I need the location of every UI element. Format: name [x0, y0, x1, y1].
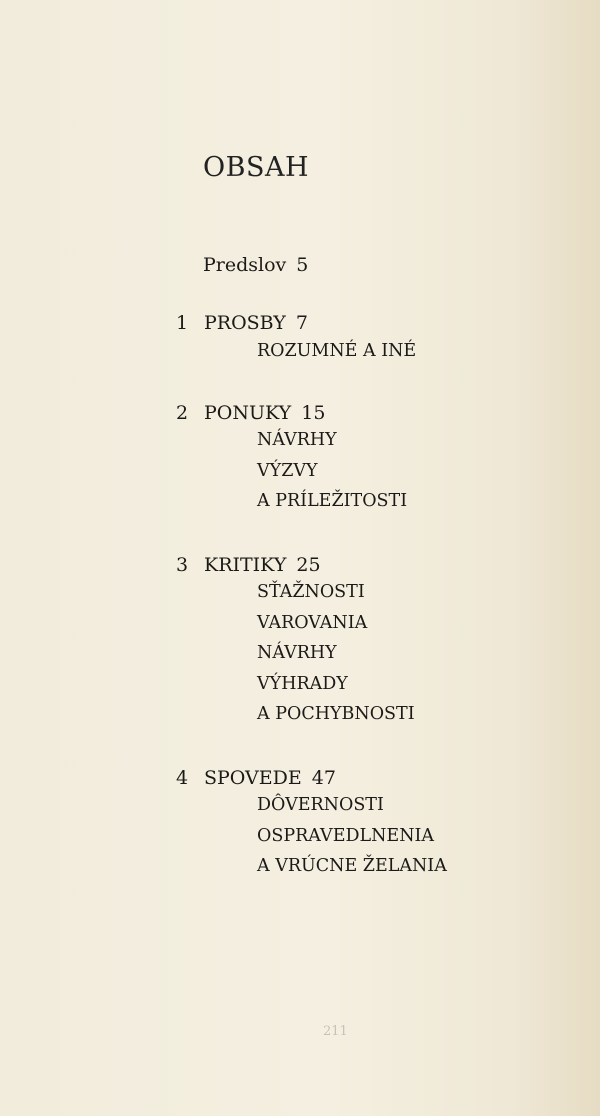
chapter-entry-4	[176, 767, 447, 882]
chapter-entry-2	[176, 402, 407, 517]
chapter-subtitle: NÁVRHY	[257, 643, 337, 663]
chapter-page-number: 25	[296, 554, 321, 576]
chapter-title: SPOVEDE	[204, 767, 302, 789]
chapter-page-number: 7	[295, 312, 308, 334]
chapter-page-number: 15	[301, 402, 326, 424]
chapter-number: 1	[176, 312, 189, 334]
contents-title: OBSAH	[203, 152, 310, 183]
chapter-subtitle: A VRÚCNE ŽELANIA	[257, 856, 447, 876]
chapter-subtitle: VÝZVY	[257, 460, 318, 481]
chapter-number: 4	[176, 767, 189, 789]
chapter-subtitle: SŤAŽNOSTI	[257, 582, 365, 602]
chapter-entry-3	[176, 554, 415, 730]
chapter-title: PONUKY	[204, 402, 292, 424]
chapter-page-number: 47	[311, 767, 336, 789]
preface-label: Predslov	[203, 254, 287, 276]
chapter-subtitle: DÔVERNOSTI	[257, 795, 384, 815]
chapter-number: 3	[176, 554, 189, 576]
chapter-subtitle: A POCHYBNOSTI	[257, 704, 415, 724]
chapter-subtitle: NÁVRHY	[257, 430, 337, 450]
chapter-subtitle: OSPRAVEDLNENIA	[257, 825, 435, 846]
preface-entry	[203, 254, 308, 276]
chapter-entry-1	[176, 312, 416, 367]
chapter-number: 2	[176, 402, 189, 424]
chapter-subtitle: ROZUMNÉ A INÉ	[257, 341, 417, 361]
chapter-subtitle: A PRÍLEŽITOSTI	[257, 491, 408, 511]
chapter-subtitle: VAROVANIA	[257, 612, 368, 633]
chapter-title: PROSBY	[204, 312, 286, 334]
chapter-title: KRITIKY	[204, 554, 287, 576]
chapter-subtitle: VÝHRADY	[257, 673, 348, 694]
page-folio: 211	[323, 1024, 348, 1039]
preface-page-number: 5	[296, 254, 309, 276]
